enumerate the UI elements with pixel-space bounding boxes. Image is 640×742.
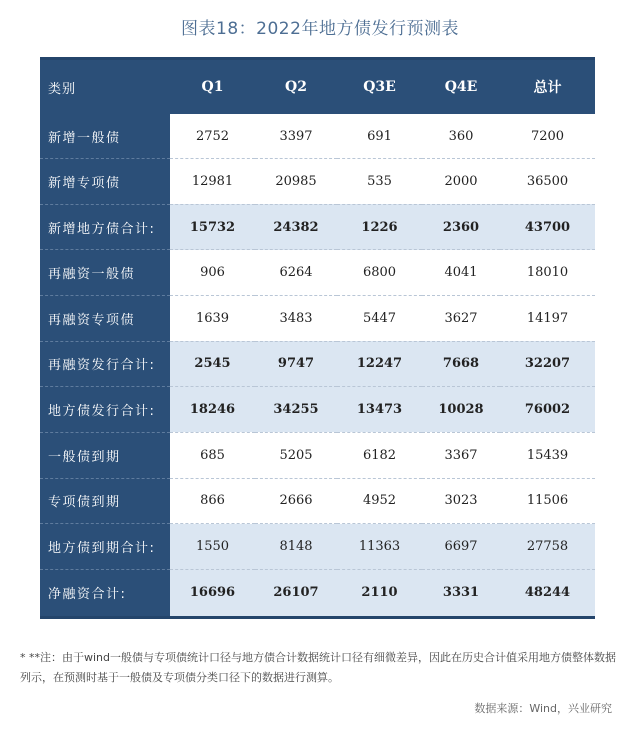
header-q2: Q2 <box>255 59 337 115</box>
table-cell: 4952 <box>337 478 422 524</box>
table-cell: 535 <box>337 159 422 205</box>
table-cell: 3331 <box>422 569 500 617</box>
table-cell: 34255 <box>255 387 337 433</box>
row-label: 新增一般债 <box>40 114 170 159</box>
table-cell: 7668 <box>422 341 500 387</box>
table-cell: 18246 <box>170 387 255 433</box>
table-cell: 3023 <box>422 478 500 524</box>
table-row <box>40 569 595 617</box>
row-label: 一般债到期 <box>40 432 170 478</box>
row-label: 再融资一般债 <box>40 250 170 296</box>
row-label: 专项债到期 <box>40 478 170 524</box>
table-row <box>40 387 595 433</box>
table-cell: 26107 <box>255 569 337 617</box>
table-cell: 3397 <box>255 114 337 159</box>
table-cell: 32207 <box>500 341 595 387</box>
table-cell: 906 <box>170 250 255 296</box>
table-cell: 2110 <box>337 569 422 617</box>
table-cell: 27758 <box>500 524 595 570</box>
table-cell: 6182 <box>337 432 422 478</box>
row-label: 再融资发行合计: <box>40 341 170 387</box>
table-cell: 12247 <box>337 341 422 387</box>
header-total: 总计 <box>500 59 595 115</box>
table-cell: 8148 <box>255 524 337 570</box>
table-cell: 5205 <box>255 432 337 478</box>
footnote: * **注：由于wind一般债与专项债统计口径与地方债合计数据统计口径有细微差异，因此在历史合计值采用地方债整体数据列示，在预测时基于一般债及专项债分类口径下的数据进行测算。 <box>20 651 616 684</box>
table-cell: 6264 <box>255 250 337 296</box>
table-cell: 11506 <box>500 478 595 524</box>
chart-title: 图表18：2022年地方债发行预测表 <box>181 19 459 39</box>
table-cell: 9747 <box>255 341 337 387</box>
header-q1: Q1 <box>170 59 255 115</box>
table-cell: 6697 <box>422 524 500 570</box>
table-cell: 3367 <box>422 432 500 478</box>
header-q3e: Q3E <box>337 59 422 115</box>
table-row <box>40 295 595 341</box>
table-cell: 15439 <box>500 432 595 478</box>
table-row <box>40 478 595 524</box>
table-row <box>40 524 595 570</box>
table-cell: 5447 <box>337 295 422 341</box>
table-cell: 43700 <box>500 204 595 250</box>
table-cell: 360 <box>422 114 500 159</box>
table-cell: 16696 <box>170 569 255 617</box>
table-cell: 12981 <box>170 159 255 205</box>
row-label: 净融资合计: <box>40 569 170 617</box>
table-cell: 3483 <box>255 295 337 341</box>
row-label: 地方债到期合计: <box>40 524 170 570</box>
row-label: 地方债发行合计: <box>40 387 170 433</box>
table-cell: 1550 <box>170 524 255 570</box>
table-row <box>40 204 595 250</box>
table-cell: 15732 <box>170 204 255 250</box>
table-cell: 7200 <box>500 114 595 159</box>
forecast-table <box>40 57 595 619</box>
header-category: 类别 <box>40 59 170 115</box>
table-row <box>40 114 595 159</box>
table-row <box>40 432 595 478</box>
table-cell: 48244 <box>500 569 595 617</box>
table-cell: 36500 <box>500 159 595 205</box>
table-row <box>40 250 595 296</box>
table-cell: 2360 <box>422 204 500 250</box>
table-cell: 3627 <box>422 295 500 341</box>
table-cell: 10028 <box>422 387 500 433</box>
table-row <box>40 341 595 387</box>
table-cell: 866 <box>170 478 255 524</box>
table-cell: 24382 <box>255 204 337 250</box>
data-source: 数据来源：Wind，兴业研究 <box>474 702 612 715</box>
table-cell: 14197 <box>500 295 595 341</box>
row-label: 新增专项债 <box>40 159 170 205</box>
table-row <box>40 159 595 205</box>
table-cell: 2752 <box>170 114 255 159</box>
table-cell: 685 <box>170 432 255 478</box>
table-header-row <box>40 59 595 115</box>
table-cell: 6800 <box>337 250 422 296</box>
table-cell: 2666 <box>255 478 337 524</box>
header-q4e: Q4E <box>422 59 500 115</box>
table-cell: 20985 <box>255 159 337 205</box>
table-cell: 11363 <box>337 524 422 570</box>
table-cell: 4041 <box>422 250 500 296</box>
table-cell: 691 <box>337 114 422 159</box>
table-cell: 2545 <box>170 341 255 387</box>
table-cell: 2000 <box>422 159 500 205</box>
table-cell: 1226 <box>337 204 422 250</box>
table-cell: 1639 <box>170 295 255 341</box>
row-label: 再融资专项债 <box>40 295 170 341</box>
table-cell: 13473 <box>337 387 422 433</box>
table-cell: 76002 <box>500 387 595 433</box>
row-label: 新增地方债合计: <box>40 204 170 250</box>
table-cell: 18010 <box>500 250 595 296</box>
